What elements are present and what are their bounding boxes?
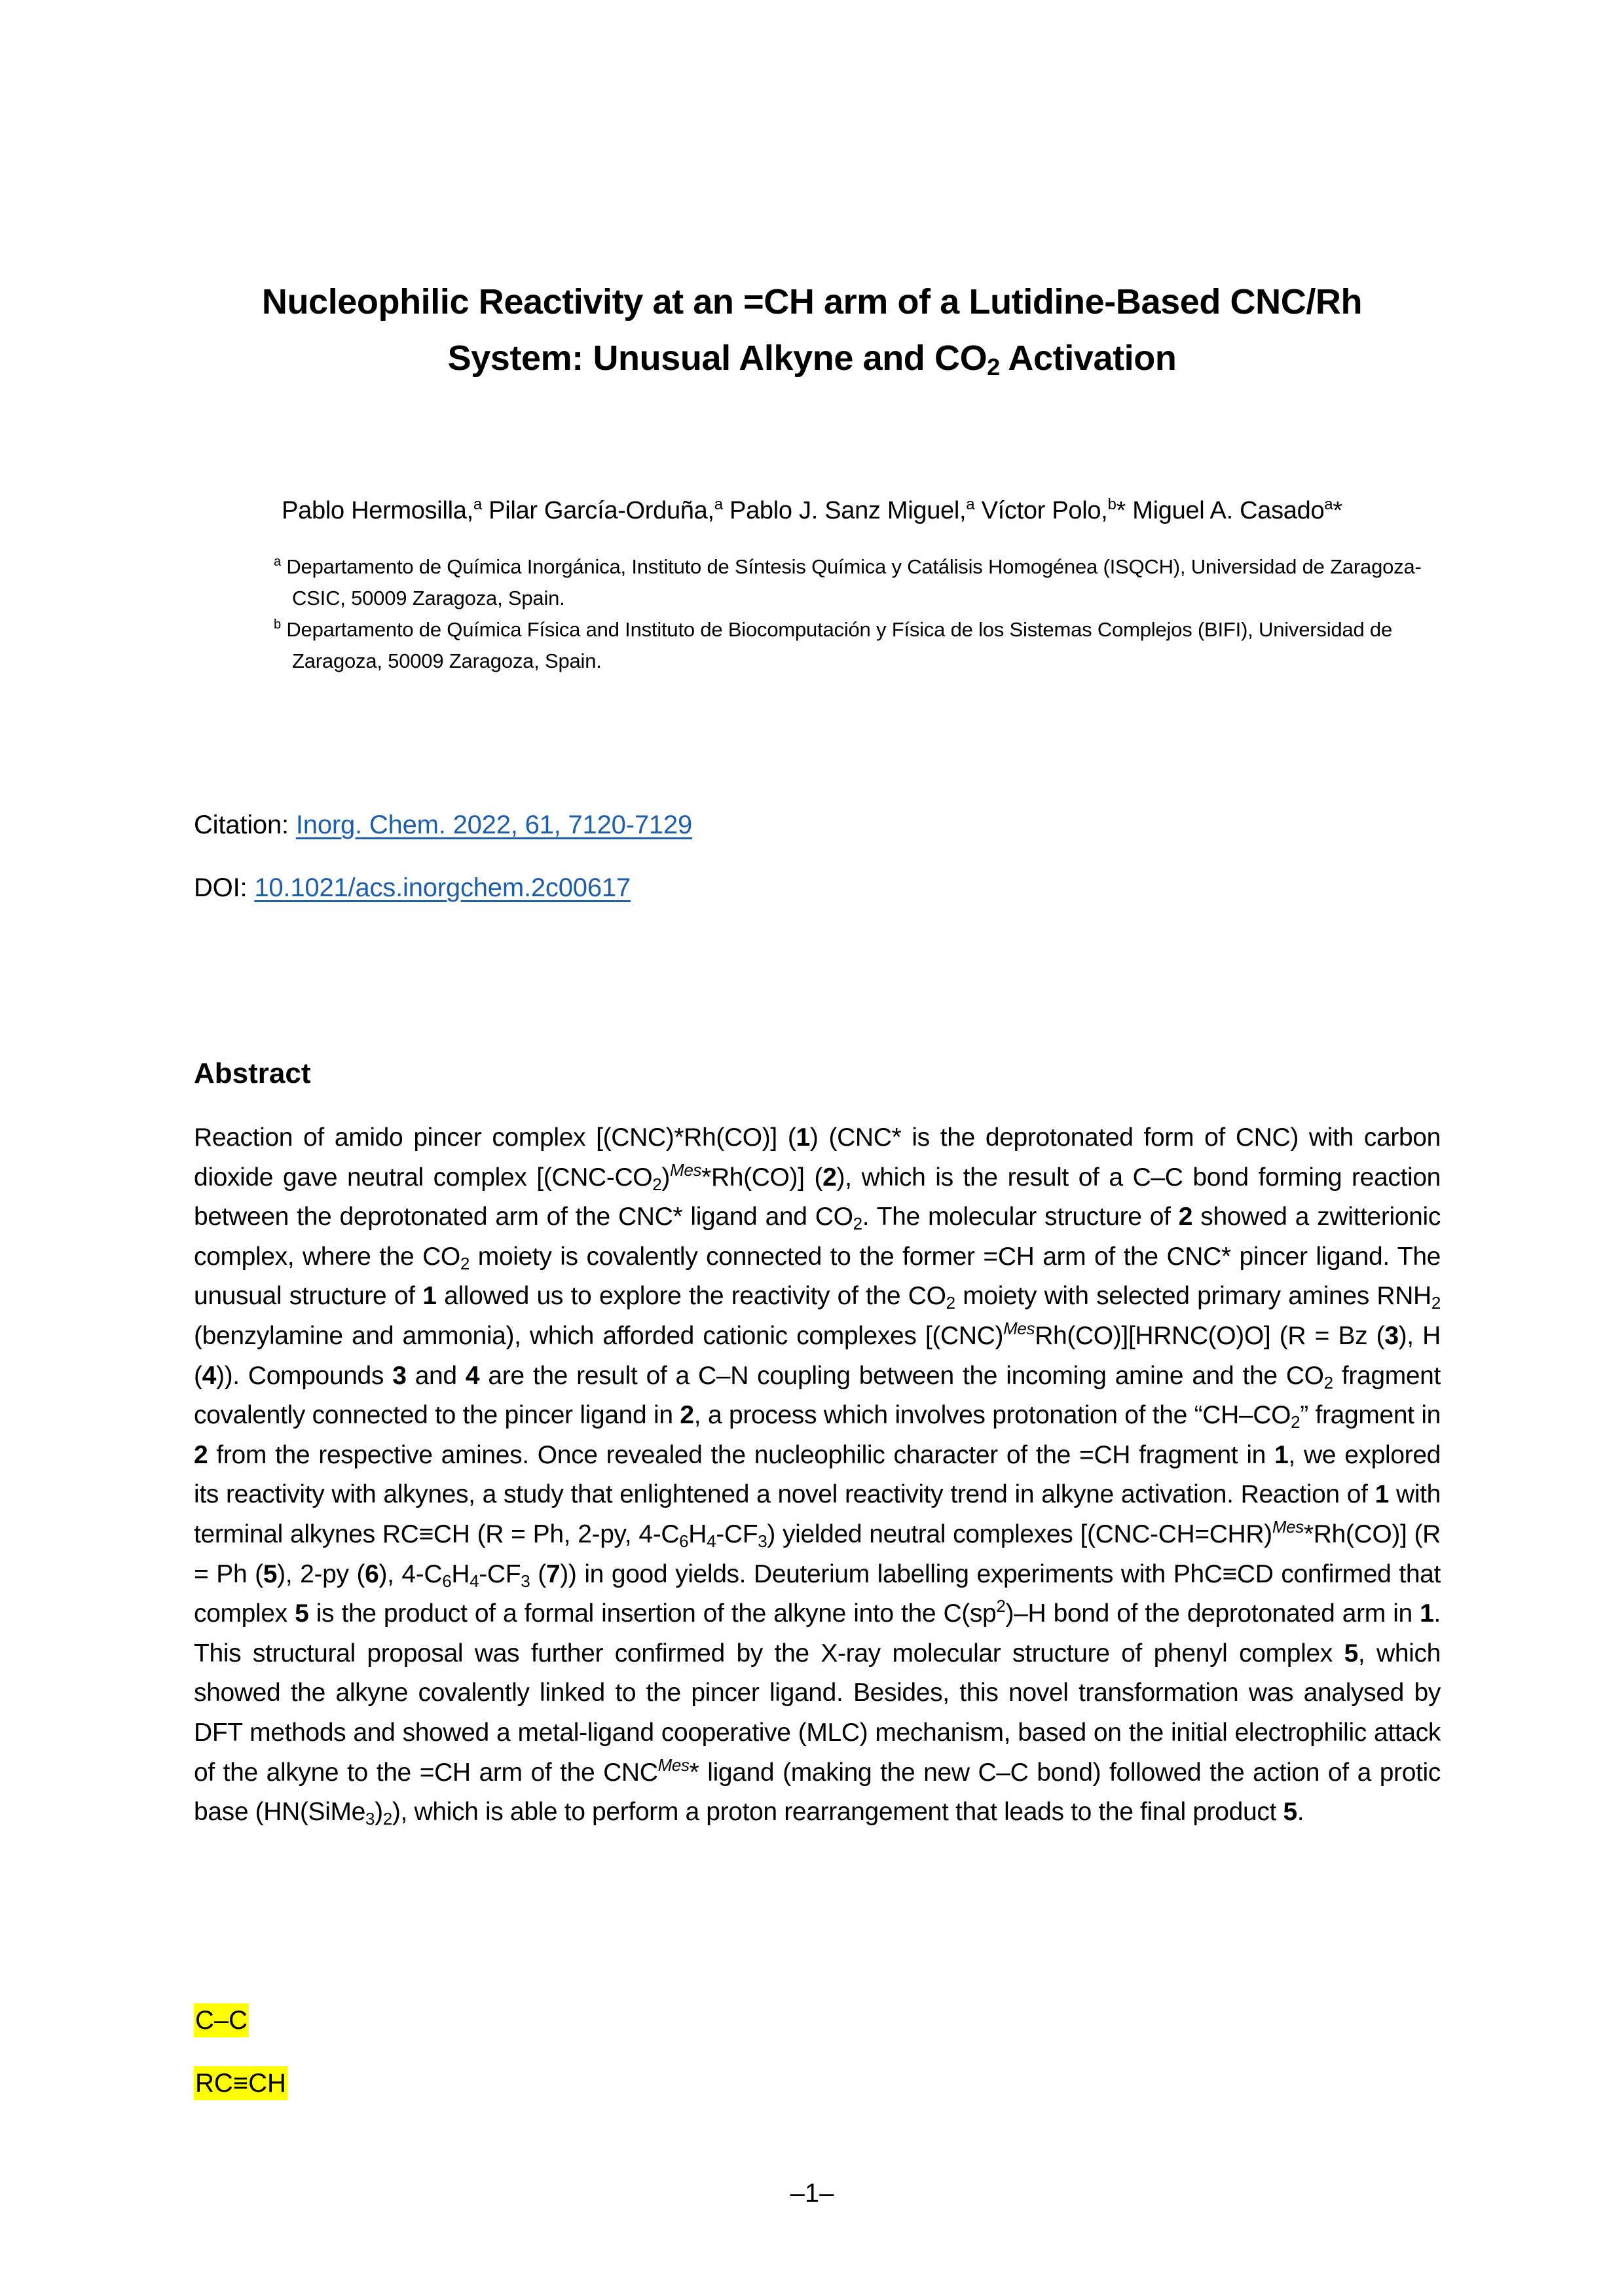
compound-number: 3 <box>1384 1321 1399 1350</box>
subscript: 3 <box>365 1809 375 1829</box>
compound-number: 6 <box>365 1559 379 1588</box>
subscript: 3 <box>758 1531 767 1551</box>
doi-label: DOI: <box>194 873 255 902</box>
highlighted-keyword <box>194 2065 287 2102</box>
subscript: 3 <box>521 1571 530 1591</box>
abstract-text: from the respective amines. Once revealed the nucleophilic character of the =CH fragment in <box>208 1440 1275 1469</box>
abstract-text: ), H ( <box>194 1321 1441 1390</box>
title-line-1: Nucleophilic Reactivity at an =CH arm of a Lutidine-Based CNC/Rh <box>261 282 1363 321</box>
title-subscript: 2 <box>987 354 1000 380</box>
doi-link[interactable]: 10.1021/acs.inorgchem.2c00617 <box>254 873 631 902</box>
corresponding-mark: * <box>1333 497 1342 524</box>
abstract-text: ) (CNC* is the deprotonated form of CNC) with carbon dioxide gave neutral complex [(CNC-CO <box>194 1123 1441 1192</box>
compound-number: 4 <box>465 1361 480 1390</box>
abstract-text: and <box>406 1361 466 1390</box>
author-list <box>194 492 1430 529</box>
title-line-2-text: System: Unusual Alkyne and CO <box>447 338 987 378</box>
compound-number: 2 <box>822 1163 837 1192</box>
author: Pilar García-Orduña,$^a$ <box>481 496 723 524</box>
abstract-text: )) in good yields. Deuterium labelling experiments with PhC≡CD confirmed that complex <box>194 1559 1441 1628</box>
keyword-text: C–C <box>194 2003 249 2037</box>
abstract-text: -CF <box>479 1559 521 1588</box>
abstract-text: . <box>1297 1798 1304 1827</box>
abstract-text: * ligand (making the new C–C bond) followed the action of a protic base (HN(SiMe <box>194 1758 1441 1827</box>
subscript: 2 <box>652 1174 662 1194</box>
keyword-text: RC≡CH <box>194 2066 287 2100</box>
subscript: 2 <box>1323 1372 1333 1393</box>
compound-number: 1 <box>1420 1599 1434 1628</box>
title-line-2 <box>194 330 1430 386</box>
subscript: 6 <box>679 1531 689 1551</box>
compound-number: 1 <box>1375 1480 1389 1509</box>
affiliation-b: $^b$ Departamento de Química Física and Instituto de Biocomputación y Física de los Sistemas Complejos (BIFI), Universidad de Zaragoza, 50009 Zaragoza, Spain. <box>274 617 1392 672</box>
subscript: 2 <box>382 1809 392 1829</box>
highlighted-keyword <box>194 2002 249 2039</box>
abstract-text: H <box>688 1520 707 1548</box>
citation-line <box>194 807 692 843</box>
paper-title <box>194 274 1430 386</box>
author: * Miguel A. Casado$^a$ <box>1116 496 1333 524</box>
compound-number: 2 <box>680 1401 694 1430</box>
italic-superscript: Mes <box>657 1755 690 1775</box>
abstract-text: ( <box>530 1559 546 1588</box>
subscript: 2 <box>853 1214 862 1234</box>
abstract-text: are the result of a C–N coupling between the incoming amine and the CO <box>479 1361 1324 1390</box>
abstract-text: allowed us to explore the reactivity of the CO <box>436 1282 946 1311</box>
abstract-text: moiety is covalently connected to the former =CH arm of the CNC* pincer ligand. The unusual structure of <box>194 1242 1441 1311</box>
abstract-text: ) yielded neutral complexes [(CNC-CH=CHR) <box>767 1520 1272 1548</box>
abstract-text: . This structural proposal was further confirmed by the X-ray molecular structure of phenyl complex <box>194 1599 1441 1667</box>
abstract-text: ), 2-py ( <box>277 1559 365 1588</box>
compound-number: 5 <box>1283 1798 1297 1827</box>
doi-line <box>194 869 631 906</box>
author: Víctor Polo,$^b$ <box>974 496 1116 524</box>
italic-superscript: Mes <box>670 1159 702 1180</box>
citation-label: Citation: <box>194 811 296 839</box>
abstract-text: (benzylamine and ammonia), which afforded cationic complexes [(CNC) <box>194 1321 1004 1350</box>
abstract-text: )–H bond of the deprotonated arm in <box>1005 1599 1420 1628</box>
abstract-text: , we explored its reactivity with alkynes, a study that enlightened a novel reactivity trend in alkyne activation. Reaction of <box>194 1440 1441 1509</box>
affiliation-a: $^a$ Departamento de Química Inorgánica, Instituto de Síntesis Química y Catálisis Homogénea (ISQCH), Universidad de Zaragoza-CSIC, 50009 Zaragoza, Spain. <box>274 555 1422 610</box>
abstract-text: , a process which involves protonation of the “CH–CO <box>693 1401 1291 1430</box>
abstract-text: Reaction of amido pincer complex [(CNC)*Rh(CO)] ( <box>194 1123 796 1152</box>
title-line-2-tail: Activation <box>999 338 1177 378</box>
author: Pablo J. Sanz Miguel,$^a$ <box>722 496 975 524</box>
compound-number: 5 <box>1344 1639 1358 1667</box>
compound-number: 5 <box>295 1599 309 1628</box>
italic-superscript: Mes <box>1003 1318 1035 1338</box>
subscript: 2 <box>460 1253 470 1273</box>
compound-number: 4 <box>202 1361 216 1390</box>
affiliations <box>268 551 1441 677</box>
abstract-text: ” fragment in <box>1300 1401 1441 1430</box>
abstract-text: *Rh(CO)] ( <box>701 1163 823 1192</box>
abstract-text: ), 4-C <box>378 1559 443 1588</box>
compound-number: 1 <box>422 1282 437 1311</box>
abstract-text: )). Compounds <box>215 1361 393 1390</box>
subscript: 4 <box>470 1571 479 1591</box>
abstract-text: is the product of a formal insertion of the alkyne into the C(sp <box>308 1599 997 1628</box>
subscript: 2 <box>946 1293 955 1313</box>
abstract-text: , which showed the alkyne covalently linked to the pincer ligand. Besides, this novel transformation was analysed by DFT methods and showed a metal-ligand cooperative (MLC) mechanism, based on the initial electrophilic attack of the alkyne to the =CH arm of the CNC <box>194 1639 1441 1787</box>
abstract-text: ), which is the result of a C–C bond forming reaction between the deprotonated arm of the CNC* ligand and CO <box>194 1163 1441 1231</box>
abstract-text: Rh(CO)][HRNC(O)O] (R = Bz ( <box>1035 1321 1385 1350</box>
abstract-text: -CF <box>716 1520 758 1548</box>
abstract-body <box>194 1118 1441 1832</box>
abstract-text: H <box>451 1559 470 1588</box>
abstract-text: moiety with selected primary amines RNH <box>955 1282 1431 1311</box>
author: Pablo Hermosilla,$^a$ <box>282 496 482 524</box>
subscript: 2 <box>1431 1293 1441 1313</box>
abstract-heading: Abstract <box>194 1057 311 1089</box>
abstract-text: showed a zwitterionic complex, where the CO <box>194 1203 1441 1271</box>
compound-number: 5 <box>263 1559 278 1588</box>
italic-superscript: Mes <box>1272 1516 1304 1537</box>
compound-number: 2 <box>1178 1203 1193 1231</box>
superscript: 2 <box>996 1596 1006 1616</box>
subscript: 6 <box>442 1571 452 1591</box>
abstract-text: ) <box>661 1163 671 1192</box>
compound-number: 1 <box>1274 1440 1289 1469</box>
abstract-text: fragment covalently connected to the pincer ligand in <box>194 1361 1441 1430</box>
abstract-text: ), which is able to perform a proton rearrangement that leads to the final product <box>392 1798 1283 1827</box>
abstract-text: *Rh(CO)] (R = Ph ( <box>194 1520 1441 1588</box>
abstract-text: with terminal alkynes RC≡CH (R = Ph, 2-py, 4-C <box>194 1480 1441 1548</box>
compound-number: 1 <box>796 1123 810 1152</box>
page-number: –1– <box>790 2179 834 2208</box>
subscript: 4 <box>707 1531 716 1551</box>
subscript: 2 <box>1291 1412 1301 1432</box>
compound-number: 3 <box>392 1361 407 1390</box>
compound-number: 7 <box>545 1559 561 1588</box>
citation-link[interactable]: Inorg. Chem. 2022, 61, 7120-7129 <box>295 811 693 839</box>
abstract-text: . The molecular structure of <box>862 1203 1179 1231</box>
compound-number: 2 <box>194 1440 208 1469</box>
abstract-text: ) <box>375 1798 383 1827</box>
